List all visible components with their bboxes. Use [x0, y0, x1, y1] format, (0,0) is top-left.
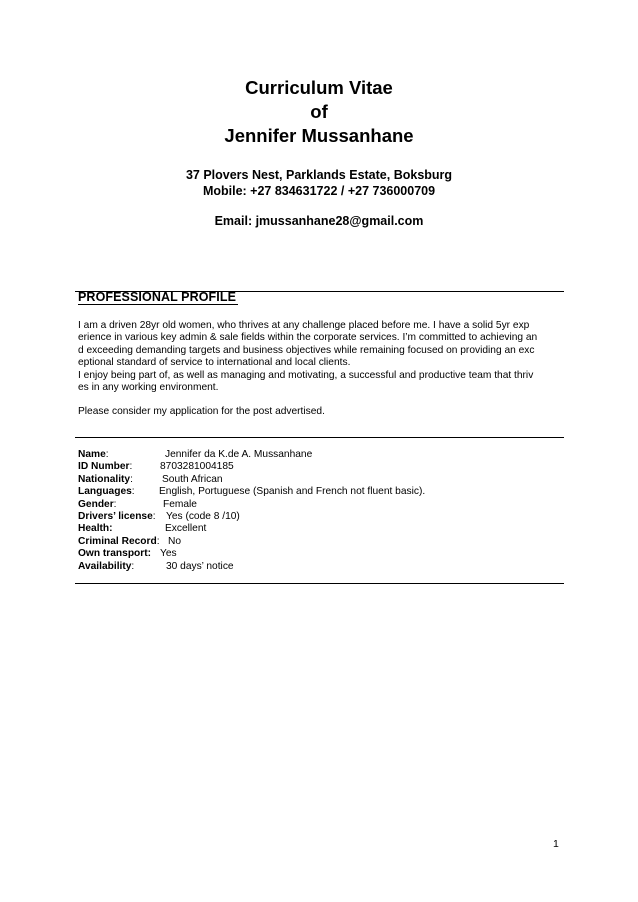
title-line-1: Curriculum Vitae	[245, 77, 393, 98]
profile-line: I am a driven 28yr old women, who thrives at any challenge placed before me. I have a solid 5yr exp	[78, 320, 530, 331]
detail-value: 30 days’ notice	[166, 560, 234, 572]
detail-label: Gender	[78, 498, 114, 510]
detail-row-drivers-license: Drivers’ license: Yes (code 8 /10)	[78, 510, 240, 522]
detail-label: Availability	[78, 560, 132, 572]
detail-value: English, Portuguese (Spanish and French not fluent basic).	[159, 486, 426, 498]
contact-block	[0, 167, 638, 229]
detail-value: No	[168, 535, 182, 547]
detail-label: Drivers’ license	[78, 510, 153, 522]
page-number: 1	[553, 838, 559, 850]
detail-label: ID Number	[78, 461, 130, 473]
section-divider-middle	[75, 437, 564, 438]
profile-line: eptional standard of service to international and local clients.	[78, 357, 351, 369]
detail-label: Name	[78, 449, 106, 460]
detail-value: Yes (code 8 /10)	[166, 510, 240, 522]
detail-value: Yes	[160, 548, 177, 560]
detail-value: South African	[162, 473, 223, 485]
address-line: 37 Plovers Nest, Parklands Estate, Boksburg	[185, 168, 453, 182]
detail-value: 8703281004185	[160, 461, 234, 473]
profile-heading: PROFESSIONAL PROFILE	[78, 290, 237, 304]
profile-line: erience in various key admin & sale fields within the corporate services. I’m committed to achieving an	[78, 332, 538, 344]
profile-line: I enjoy being part of, as well as managing and motivating, a successful and productive team that thriv	[78, 369, 534, 381]
personal-details	[78, 449, 562, 573]
detail-label: Languages	[78, 486, 132, 498]
section-divider-bottom	[75, 583, 564, 584]
detail-value: Female	[163, 498, 197, 510]
title-line-3: Jennifer Mussanhane	[224, 125, 414, 146]
detail-label: Nationality	[78, 473, 131, 485]
cv-title	[0, 76, 638, 148]
detail-row-nationality: Nationality: South African	[78, 473, 223, 485]
detail-row-availability: Availability: 30 days’ notice	[78, 560, 234, 572]
detail-label: Health:	[78, 523, 113, 535]
profile-heading-underline	[78, 304, 238, 305]
email-line: Email: jmussanhane28@gmail.com	[214, 214, 424, 228]
detail-value: Excellent	[165, 523, 207, 535]
detail-row-own-transport	[78, 548, 562, 560]
detail-row-health	[78, 523, 562, 535]
detail-row-criminal-record: Criminal Record: No	[78, 535, 182, 547]
detail-row-id-number: ID Number: 8703281004185	[78, 461, 234, 473]
detail-label: Criminal Record	[78, 535, 157, 547]
detail-row-languages: Languages: English, Portuguese (Spanish and French not fluent basic).	[78, 486, 426, 498]
mobile-line: Mobile: +27 834631722 / +27 736000709	[202, 184, 436, 198]
profile-closing: Please consider my application for the post advertised.	[78, 406, 325, 418]
profile-text	[78, 320, 562, 419]
profile-line: es in any working environment.	[78, 382, 219, 394]
profile-line: d exceeding demanding targets and business objectives while remaining focused on providing an exc	[78, 344, 535, 356]
detail-label: Own transport:	[78, 548, 152, 560]
detail-row-name: Name: Jennifer da K.de A. Mussanhane	[78, 449, 313, 460]
title-line-2: of	[310, 101, 328, 122]
detail-row-gender: Gender: Female	[78, 498, 197, 510]
detail-value: Jennifer da K.de A. Mussanhane	[165, 449, 313, 460]
